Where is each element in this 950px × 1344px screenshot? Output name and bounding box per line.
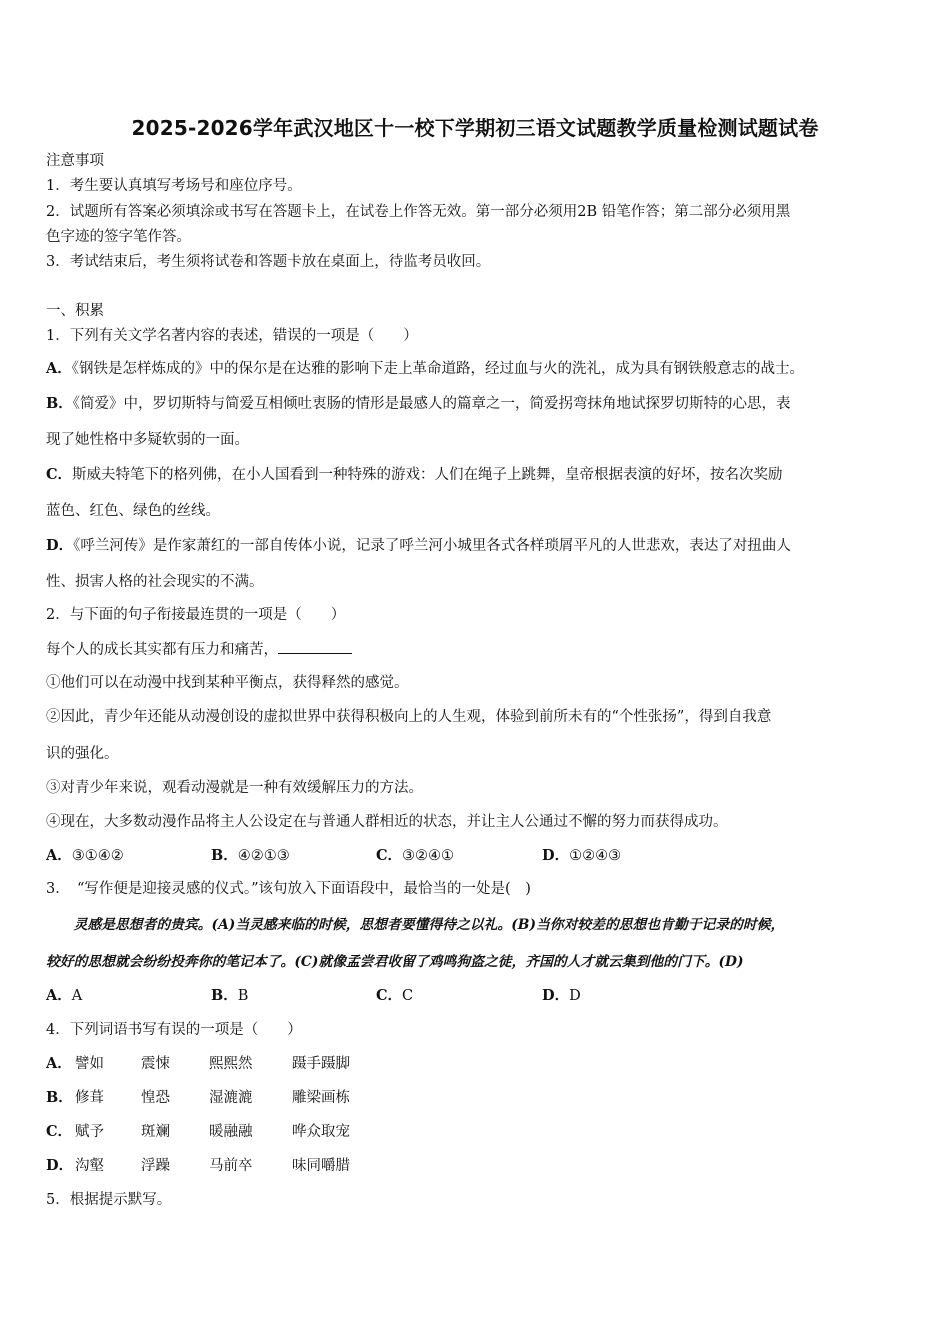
q1-option-a: A．《钢铁是怎样炼成的》中的保尔是在达雅的影响下走上革命道路，经过血与火的洗礼，成为具有钢铁般意志的战士。 [46,360,805,377]
option-letter: B． [211,987,238,1004]
q4-option-label: B． [46,1089,73,1106]
q2-option-b: B．④②①③ [211,847,290,864]
q4-word: 味同嚼腊 [292,1158,350,1174]
q4-word: 哗众取宠 [292,1124,350,1140]
section-heading: 一、积累 [46,303,104,319]
q4-word: 修葺 [75,1090,104,1106]
q4-word: 斑斓 [141,1124,170,1140]
q4-word: 譬如 [75,1056,104,1072]
question-5-stem: 5．根据提示默写。 [46,1192,172,1208]
q4-word: 熙熙然 [209,1056,253,1072]
option-letter: B． [211,847,238,864]
q4-word: 浮躁 [141,1158,170,1174]
q1-option-b: B．《简爱》中，罗切斯特与简爱互相倾吐衷肠的情形是最感人的篇章之一，简爱拐弯抹角地试探罗切斯特的心思，表 [46,395,791,412]
q2-sentence-2: ②因此，青少年还能从动漫创设的虚拟世界中获得积极向上的人生观，体验到前所未有的“个性张扬”，得到自我意 [46,709,772,725]
q2-sentence: 每个人的成长其实都有压力和痛苦， [46,642,278,658]
q2-sentence-line [46,639,352,660]
q4-word: 沟壑 [75,1158,104,1174]
q2-option-d: D．①②④③ [542,847,622,864]
q2-sentence-2-cont: 识的强化。 [46,746,119,762]
q2-sentence-1: ①他们可以在动漫中找到某种平衡点，获得释然的感觉。 [46,675,409,691]
q2-sentence-3: ③对青少年来说，观看动漫就是一种有效缓解压力的方法。 [46,780,423,796]
q4-option-label: C． [46,1123,73,1140]
option-letter: C． [46,466,73,483]
q1-option-d-cont: 性、损害人格的社会现实的不满。 [46,574,264,590]
option-letter: B． [46,395,73,412]
option-letter: C． [376,987,403,1004]
option-letter: D． [542,987,570,1004]
note-line: 色字迹的签字笔作答。 [46,229,191,245]
note-line: 1．考生要认真填写考场号和座位序号。 [46,178,302,194]
option-letter: A． [46,847,72,864]
q3-option-a: A．A [46,987,83,1004]
q4-word: 惶恐 [141,1090,170,1106]
q2-option-a: A．③①④② [46,847,124,864]
q3-option-b: B．B [211,987,249,1004]
option-letter: A． [46,987,72,1004]
note-line: 3．考试结束后，考生须将试卷和答题卡放在桌面上，待监考员收回。 [46,254,491,270]
q1-option-c: C．斯威夫特笔下的格列佛，在小人国看到一种特殊的游戏：人们在绳子上跳舞，皇帝根据表演的好坏，按名次奖励 [46,466,783,483]
note-line: 2．试题所有答案必须填涂或书写在答题卡上，在试卷上作答无效。第一部分必须用2B 铅笔作答；第二部分必须用黑 [46,204,791,220]
q3-passage: 灵感是思想者的贵宾。(A)当灵感来临的时候，思想者要懂得待之以礼。(B)当你对较差的思想也肯勤于记录的时候， [46,917,785,933]
option-letter: D． [542,847,570,864]
q2-sentence-4: ④现在，大多数动漫作品将主人公设定在与普通人群相近的状态，并让主人公通过不懈的努力而获得成功。 [46,814,728,830]
question-4-stem: 4．下列词语书写有误的一项是（ ） [46,1022,302,1038]
notes-heading: 注意事项 [46,153,104,169]
q4-word: 蹑手蹑脚 [292,1056,350,1072]
q4-word: 赋予 [75,1124,104,1140]
q3-option-d: D．D [542,987,581,1004]
q4-word: 马前卒 [209,1158,253,1174]
option-letter: D． [46,537,74,554]
q4-word: 震悚 [141,1056,170,1072]
question-1-stem: 1．下列有关文学名著内容的表述，错误的一项是（ ） [46,328,418,344]
option-letter: A． [46,360,72,377]
q1-option-b-cont: 现了她性格中多疑软弱的一面。 [46,432,249,448]
answer-blank [278,639,352,654]
question-2-stem: 2．与下面的句子衔接最连贯的一项是（ ） [46,607,346,623]
q4-word: 暖融融 [209,1124,253,1140]
question-3-stem: 3． “写作便是迎接灵感的仪式。”该句放入下面语段中，最恰当的一处是( ) [46,881,531,897]
q2-option-c: C．③②④① [376,847,455,864]
q1-option-c-cont: 蓝色、红色、绿色的丝线。 [46,503,220,519]
q4-word: 雕梁画栋 [292,1090,350,1106]
q4-option-label: A． [46,1055,72,1072]
q1-option-d: D．《呼兰河传》是作家萧红的一部自传体小说，记录了呼兰河小城里各式各样琐屑平凡的人世悲欢，表达了对扭曲人 [46,537,791,554]
option-letter: C． [376,847,403,864]
q3-passage-cont: 较好的思想就会纷纷投奔你的笔记本了。(C)就像孟尝君收留了鸡鸣狗盗之徒，齐国的人才就云集到他的门下。(D) [46,954,744,970]
q4-option-label: D． [46,1157,74,1174]
q4-word: 湿漉漉 [209,1090,253,1106]
q3-option-c: C．C [376,987,414,1004]
page-title: 2025-2026学年武汉地区十一校下学期初三语文试题教学质量检测试题试卷 [131,116,819,140]
